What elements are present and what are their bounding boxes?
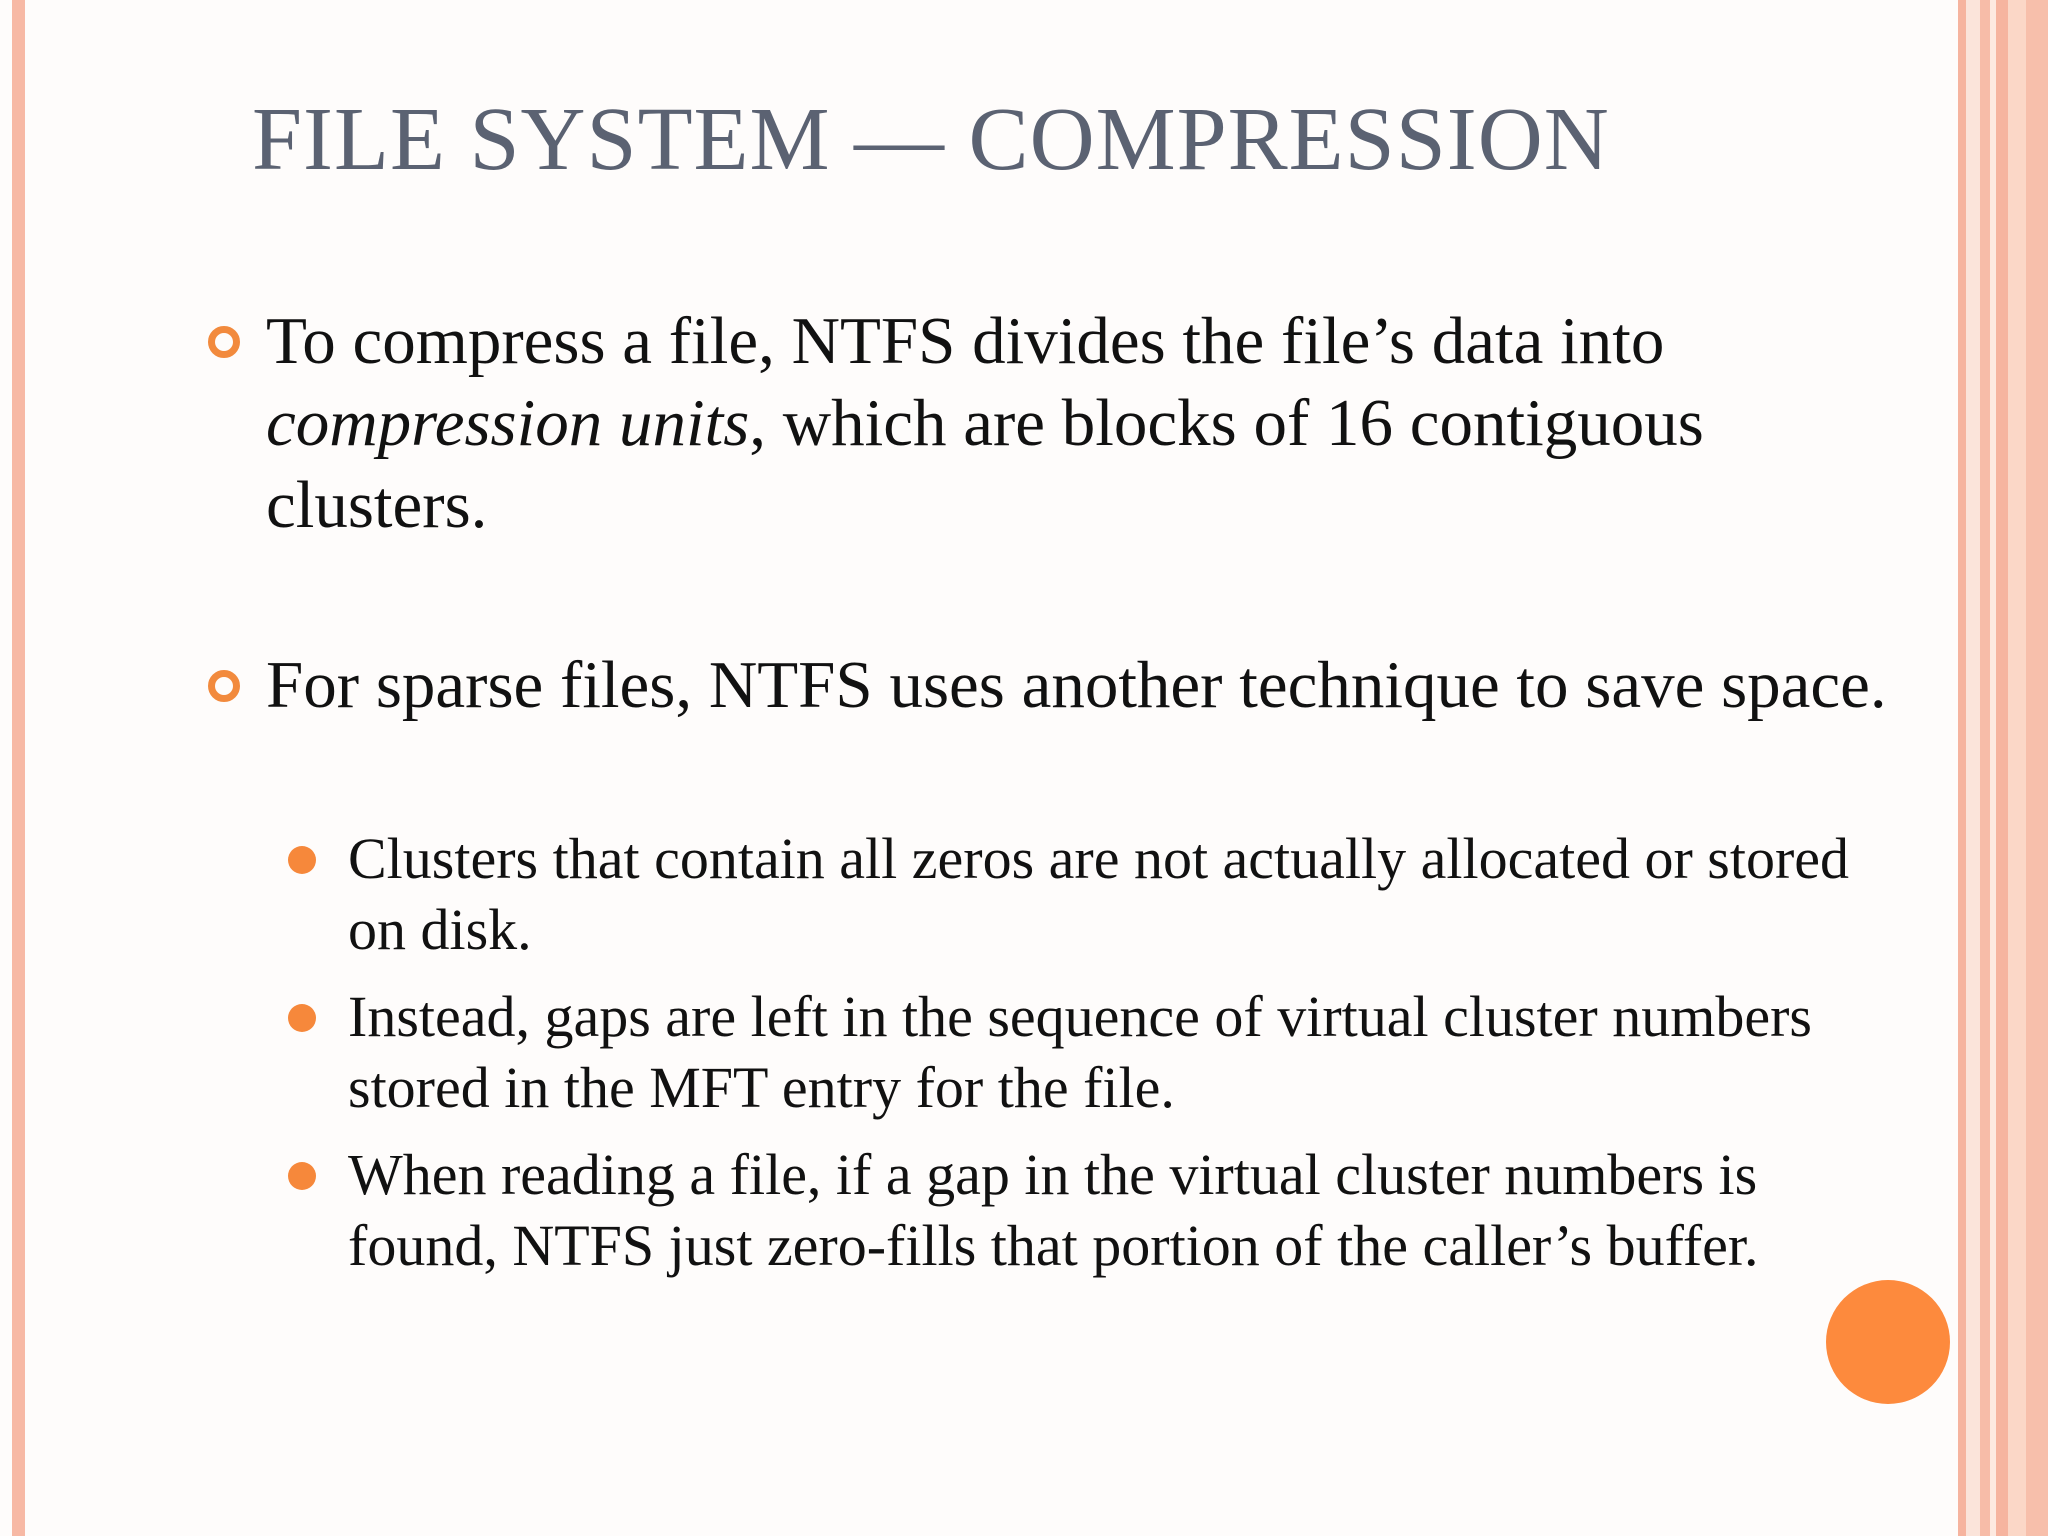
hollow-circle-bullet-icon: [208, 670, 240, 702]
right-border-stripe: [1966, 0, 1980, 1536]
bullet-text: To compress a file, NTFS divides the file’s data into: [266, 304, 1665, 378]
bullet-text: For sparse files, NTFS uses another technique to save space.: [266, 648, 1887, 722]
sub-bullet-vcn-gaps: [348, 981, 1908, 1123]
right-border-stripe: [2008, 0, 2026, 1536]
bullet-text: , which are blocks of 16 contiguous clusters.: [266, 386, 1704, 542]
left-border-rule: [12, 0, 25, 1536]
slide-title: FILE SYSTEM — COMPRESSION: [252, 90, 1610, 189]
bullet-sparse-files: [266, 644, 1906, 726]
filled-circle-bullet-icon: [288, 846, 316, 874]
right-border-stripe: [1958, 0, 1966, 1536]
bullet-compression-units: [266, 300, 1906, 546]
right-border-stripe: [2026, 0, 2048, 1536]
sub-bullet-text: Clusters that contain all zeros are not actually allocated or stored on disk.: [348, 826, 1850, 962]
sub-bullet-text: When reading a file, if a gap in the virtual cluster numbers is found, NTFS just zero-fills that portion of the caller’s buffer.: [348, 1142, 1759, 1278]
sub-bullet-zero-fill: [348, 1139, 1908, 1281]
filled-circle-bullet-icon: [288, 1004, 316, 1032]
right-border-stripe: [1996, 0, 2008, 1536]
orange-circle-decoration: [1826, 1280, 1950, 1404]
right-border-stripe: [1980, 0, 1990, 1536]
sub-bullet-text: Instead, gaps are left in the sequence of virtual cluster numbers stored in the MFT entry for the file.: [348, 984, 1812, 1120]
bullet-emphasis: compression units: [266, 386, 750, 460]
sub-bullet-zero-clusters: [348, 823, 1908, 965]
hollow-circle-bullet-icon: [208, 326, 240, 358]
filled-circle-bullet-icon: [288, 1162, 316, 1190]
